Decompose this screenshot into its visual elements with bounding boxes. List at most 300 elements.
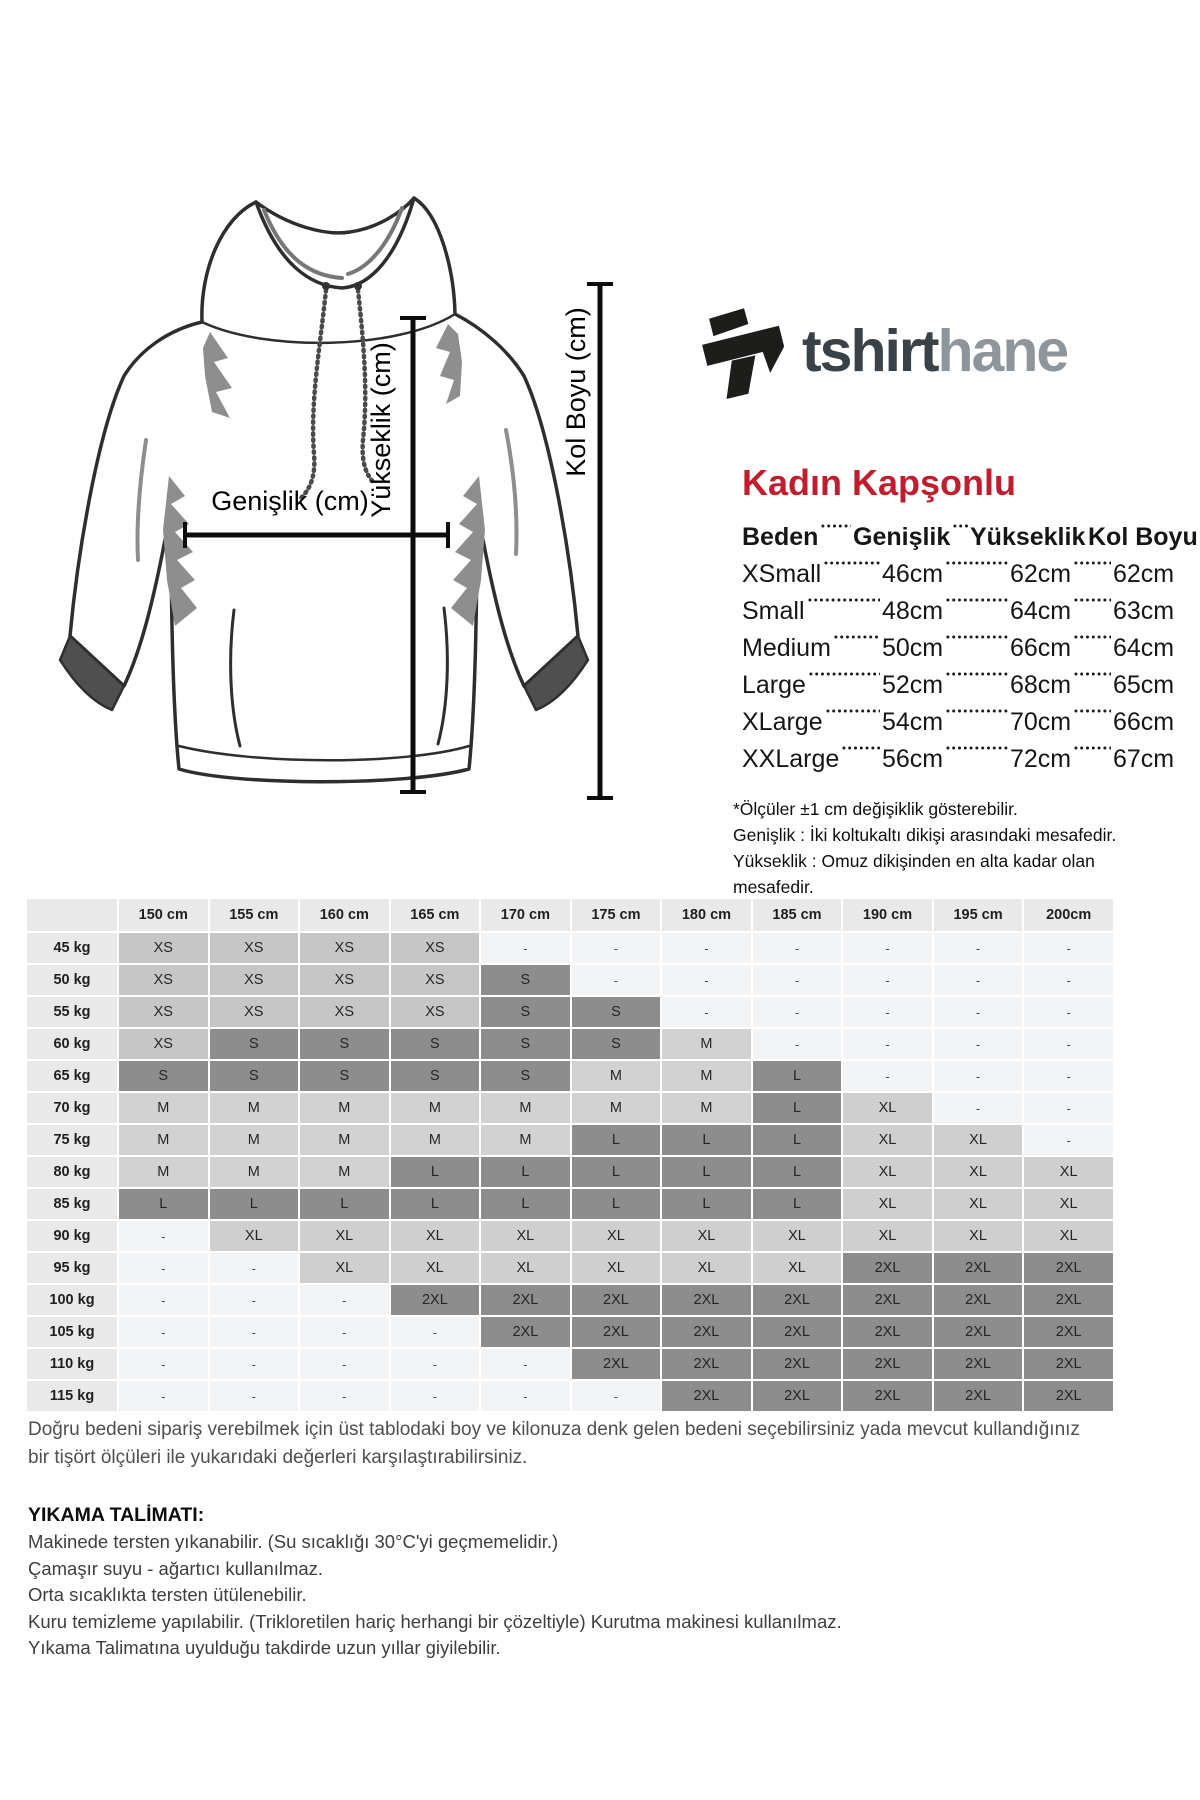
matrix-cell: M xyxy=(300,1157,389,1187)
matrix-cell: - xyxy=(300,1381,389,1411)
matrix-cell: XL xyxy=(1024,1189,1113,1219)
size-matrix-table xyxy=(25,897,1115,1413)
size-matrix-section xyxy=(25,897,1115,1413)
dot-leader xyxy=(841,745,880,751)
matrix-cell: XS xyxy=(210,933,299,963)
wash-line: Kuru temizleme yapılabilir. (Trikloretilen hariç herhangi bir çözeltiyle) Kurutma makinesi kullanılmaz. xyxy=(28,1610,842,1632)
matrix-cell: XL xyxy=(1024,1157,1113,1187)
matrix-cell: XL xyxy=(481,1253,570,1283)
size-list-value: 56cm xyxy=(882,745,944,773)
size-list-cell xyxy=(1113,745,1175,774)
matrix-cell: S xyxy=(481,1029,570,1059)
matrix-cell: - xyxy=(210,1317,299,1347)
dot-leader xyxy=(945,560,1008,566)
matrix-cell: XS xyxy=(391,997,480,1027)
matrix-cell: - xyxy=(119,1221,208,1251)
matrix-cell: M xyxy=(391,1125,480,1155)
matrix-cell: - xyxy=(119,1317,208,1347)
matrix-cell: XL xyxy=(662,1253,751,1283)
size-list-row xyxy=(742,737,1175,774)
matrix-row-header: 85 kg xyxy=(27,1189,117,1219)
width-measure-label: Genişlik (cm) xyxy=(211,486,369,516)
matrix-cell: XL xyxy=(753,1253,842,1283)
matrix-row-header: 100 kg xyxy=(27,1285,117,1315)
size-list-value: 54cm xyxy=(882,708,944,736)
matrix-cell: 2XL xyxy=(843,1253,932,1283)
matrix-cell: 2XL xyxy=(662,1349,751,1379)
matrix-cell: M xyxy=(662,1029,751,1059)
matrix-cell: - xyxy=(1024,1029,1113,1059)
matrix-cell: M xyxy=(210,1125,299,1155)
matrix-cell: - xyxy=(210,1253,299,1283)
size-list-value: Small xyxy=(742,597,805,625)
dot-leader xyxy=(825,708,880,714)
matrix-cell: L xyxy=(119,1189,208,1219)
matrix-row xyxy=(27,1253,1113,1283)
dot-leader xyxy=(945,708,1008,714)
matrix-cell: - xyxy=(753,1029,842,1059)
matrix-cell: - xyxy=(572,965,661,995)
size-list-value: 64cm xyxy=(1113,634,1175,662)
size-list-cell xyxy=(1088,523,1198,552)
matrix-cell: M xyxy=(572,1061,661,1091)
wash-instructions-title: YIKAMA TALİMATI: xyxy=(28,1504,205,1526)
size-list-header-row xyxy=(742,518,1198,552)
size-list-value: 63cm xyxy=(1113,597,1175,625)
matrix-cell: 2XL xyxy=(572,1349,661,1379)
size-list-value: 68cm xyxy=(1010,671,1072,699)
matrix-cell: - xyxy=(934,1093,1023,1123)
matrix-cell: L xyxy=(753,1189,842,1219)
size-list-cell xyxy=(882,745,1010,774)
matrix-cell: XL xyxy=(300,1253,389,1283)
matrix-cell: 2XL xyxy=(753,1381,842,1411)
matrix-cell: S xyxy=(119,1061,208,1091)
matrix-row-header: 65 kg xyxy=(27,1061,117,1091)
matrix-cell: - xyxy=(210,1349,299,1379)
matrix-cell: S xyxy=(210,1061,299,1091)
size-list-value: Beden xyxy=(742,523,819,551)
matrix-cell: M xyxy=(572,1093,661,1123)
size-chart-note: Yükseklik : Omuz dikişinden en alta kadar olan mesafedir. xyxy=(733,851,1095,897)
dot-leader xyxy=(1073,671,1111,677)
matrix-cell: - xyxy=(1024,997,1113,1027)
matrix-col-header: 165 cm xyxy=(391,899,480,931)
size-list xyxy=(742,518,1198,774)
matrix-cell: M xyxy=(210,1157,299,1187)
matrix-cell: XS xyxy=(210,997,299,1027)
matrix-col-header: 155 cm xyxy=(210,899,299,931)
brand-logo-icon xyxy=(698,303,790,399)
matrix-cell: S xyxy=(391,1061,480,1091)
size-list-cell xyxy=(1010,745,1113,774)
matrix-col-header: 175 cm xyxy=(572,899,661,931)
hoodie-diagram xyxy=(50,180,620,810)
size-list-value: Large xyxy=(742,671,806,699)
matrix-cell: 2XL xyxy=(1024,1349,1113,1379)
matrix-row-header: 70 kg xyxy=(27,1093,117,1123)
matrix-row xyxy=(27,1189,1113,1219)
size-list-value: 70cm xyxy=(1010,708,1072,736)
matrix-cell: - xyxy=(391,1317,480,1347)
matrix-cell: S xyxy=(481,965,570,995)
size-list-cell xyxy=(1113,671,1175,700)
dot-leader xyxy=(945,634,1008,640)
size-list-cell xyxy=(1010,597,1113,626)
matrix-cell: S xyxy=(300,1061,389,1091)
matrix-cell: - xyxy=(1024,1125,1113,1155)
size-list-cell xyxy=(742,597,882,626)
matrix-cell: 2XL xyxy=(934,1285,1023,1315)
wash-line: Çamaşır suyu - ağartıcı kullanılmaz. xyxy=(28,1557,324,1579)
matrix-cell: XL xyxy=(753,1221,842,1251)
matrix-cell: 2XL xyxy=(572,1317,661,1347)
matrix-cell: - xyxy=(119,1253,208,1283)
matrix-cell: - xyxy=(391,1381,480,1411)
matrix-row-header: 80 kg xyxy=(27,1157,117,1187)
size-list-value: Genişlik xyxy=(853,523,951,551)
matrix-cell: M xyxy=(119,1093,208,1123)
matrix-row xyxy=(27,1093,1113,1123)
matrix-cell: XS xyxy=(300,965,389,995)
matrix-row xyxy=(27,933,1113,963)
matrix-cell: 2XL xyxy=(662,1285,751,1315)
size-list-value: 62cm xyxy=(1113,560,1175,588)
matrix-cell: - xyxy=(1024,1093,1113,1123)
matrix-cell: XL xyxy=(1024,1221,1113,1251)
dot-leader xyxy=(945,597,1008,603)
matrix-cell: L xyxy=(391,1189,480,1219)
intro-line: bir tişört ölçüleri ile yukarıdaki değerleri karşılaştırabilirsiniz. xyxy=(28,1446,528,1468)
size-list-value: 52cm xyxy=(882,671,944,699)
matrix-cell: - xyxy=(934,933,1023,963)
brand-logo-text xyxy=(802,317,1067,385)
matrix-cell: - xyxy=(662,933,751,963)
size-chart-notes xyxy=(733,796,1169,900)
matrix-cell: - xyxy=(843,1061,932,1091)
matrix-cell: XL xyxy=(481,1221,570,1251)
matrix-cell: 2XL xyxy=(843,1317,932,1347)
matrix-cell: - xyxy=(753,997,842,1027)
size-list-cell xyxy=(1113,708,1175,737)
dot-leader xyxy=(952,523,968,529)
intro-line: Doğru bedeni sipariş verebilmek için üst tablodaki boy ve kilonuza denk gelen bedeni seçebilirsiniz yada mevcut kullandığınız xyxy=(28,1419,1080,1440)
matrix-cell: 2XL xyxy=(662,1317,751,1347)
matrix-cell: XL xyxy=(843,1093,932,1123)
size-list-cell xyxy=(1010,560,1113,589)
matrix-cell: 2XL xyxy=(843,1349,932,1379)
dot-leader xyxy=(1073,597,1111,603)
matrix-cell: L xyxy=(753,1061,842,1091)
size-list-cell xyxy=(1010,634,1113,663)
size-list-value: Kol Boyu xyxy=(1088,523,1198,551)
matrix-cell: S xyxy=(300,1029,389,1059)
matrix-col-header: 150 cm xyxy=(119,899,208,931)
intro-paragraph xyxy=(28,1416,1173,1471)
size-chart-note: *Ölçüler ±1 cm değişiklik gösterebilir. xyxy=(733,799,1018,819)
matrix-row xyxy=(27,1125,1113,1155)
matrix-cell: 2XL xyxy=(481,1317,570,1347)
matrix-cell: XS xyxy=(119,1029,208,1059)
matrix-cell: 2XL xyxy=(843,1285,932,1315)
matrix-cell: M xyxy=(391,1093,480,1123)
size-list-value: Yükseklik xyxy=(970,523,1086,551)
matrix-cell: M xyxy=(662,1061,751,1091)
matrix-row-header: 60 kg xyxy=(27,1029,117,1059)
matrix-row-header: 105 kg xyxy=(27,1317,117,1347)
matrix-cell: XL xyxy=(843,1125,932,1155)
size-list-cell xyxy=(742,745,882,774)
size-list-cell xyxy=(853,523,970,552)
matrix-cell: - xyxy=(572,1381,661,1411)
matrix-corner-cell xyxy=(27,899,117,931)
size-list-value: 50cm xyxy=(882,634,944,662)
matrix-cell: L xyxy=(481,1157,570,1187)
matrix-cell: M xyxy=(662,1093,751,1123)
matrix-cell: 2XL xyxy=(391,1285,480,1315)
size-list-row xyxy=(742,589,1175,626)
size-list-cell xyxy=(882,560,1010,589)
matrix-cell: S xyxy=(572,997,661,1027)
wash-line: Orta sıcaklıkta tersten ütülenebilir. xyxy=(28,1584,307,1605)
size-list-value: 62cm xyxy=(1010,560,1072,588)
size-list-value: 67cm xyxy=(1113,745,1175,773)
matrix-cell: - xyxy=(1024,933,1113,963)
matrix-cell: - xyxy=(934,965,1023,995)
matrix-cell: XL xyxy=(934,1125,1023,1155)
matrix-cell: - xyxy=(753,933,842,963)
matrix-row xyxy=(27,1221,1113,1251)
matrix-cell: L xyxy=(391,1157,480,1187)
dot-leader xyxy=(823,560,880,566)
size-list-value: 48cm xyxy=(882,597,944,625)
size-list-cell xyxy=(742,708,882,737)
matrix-cell: S xyxy=(481,997,570,1027)
matrix-cell: 2XL xyxy=(1024,1317,1113,1347)
matrix-cell: - xyxy=(843,1029,932,1059)
matrix-cell: L xyxy=(572,1157,661,1187)
matrix-col-header: 185 cm xyxy=(753,899,842,931)
matrix-row xyxy=(27,1157,1113,1187)
matrix-cell: XS xyxy=(391,933,480,963)
matrix-cell: L xyxy=(481,1189,570,1219)
dot-leader xyxy=(1073,708,1111,714)
dot-leader xyxy=(945,745,1008,751)
matrix-cell: S xyxy=(210,1029,299,1059)
matrix-cell: XS xyxy=(119,997,208,1027)
matrix-cell: XS xyxy=(300,933,389,963)
matrix-cell: XL xyxy=(843,1157,932,1187)
matrix-cell: - xyxy=(119,1381,208,1411)
matrix-row xyxy=(27,1349,1113,1379)
matrix-cell: - xyxy=(1024,965,1113,995)
matrix-cell: - xyxy=(662,997,751,1027)
matrix-cell: XS xyxy=(210,965,299,995)
size-list-value: 66cm xyxy=(1113,708,1175,736)
matrix-cell: XL xyxy=(934,1157,1023,1187)
matrix-cell: XL xyxy=(300,1221,389,1251)
matrix-cell: XL xyxy=(934,1221,1023,1251)
matrix-col-header: 170 cm xyxy=(481,899,570,931)
matrix-row-header: 55 kg xyxy=(27,997,117,1027)
matrix-row-header: 110 kg xyxy=(27,1349,117,1379)
matrix-cell: - xyxy=(481,1381,570,1411)
matrix-cell: L xyxy=(572,1189,661,1219)
matrix-cell: XL xyxy=(210,1221,299,1251)
matrix-cell: 2XL xyxy=(662,1381,751,1411)
matrix-cell: S xyxy=(481,1061,570,1091)
dot-leader xyxy=(1073,745,1111,751)
size-list-row xyxy=(742,626,1175,663)
wash-instructions-list xyxy=(28,1529,1173,1662)
height-measure-label: Yükseklik (cm) xyxy=(366,342,396,518)
matrix-cell: - xyxy=(119,1349,208,1379)
matrix-cell: - xyxy=(934,1029,1023,1059)
matrix-row-header: 95 kg xyxy=(27,1253,117,1283)
matrix-col-header: 160 cm xyxy=(300,899,389,931)
matrix-row xyxy=(27,1061,1113,1091)
size-list-value: Medium xyxy=(742,634,831,662)
size-list-cell xyxy=(970,523,1088,552)
matrix-cell: XL xyxy=(572,1221,661,1251)
matrix-row xyxy=(27,965,1113,995)
matrix-row xyxy=(27,1029,1113,1059)
matrix-cell: 2XL xyxy=(1024,1381,1113,1411)
matrix-cell: M xyxy=(119,1157,208,1187)
matrix-cell: L xyxy=(662,1189,751,1219)
matrix-cell: M xyxy=(481,1125,570,1155)
matrix-cell: 2XL xyxy=(753,1317,842,1347)
matrix-cell: M xyxy=(210,1093,299,1123)
matrix-cell: 2XL xyxy=(843,1381,932,1411)
matrix-cell: L xyxy=(210,1189,299,1219)
matrix-cell: M xyxy=(119,1125,208,1155)
dot-leader xyxy=(1073,634,1111,640)
dot-leader xyxy=(807,597,880,603)
matrix-cell: XL xyxy=(662,1221,751,1251)
matrix-cell: - xyxy=(119,1285,208,1315)
matrix-cell: 2XL xyxy=(1024,1285,1113,1315)
matrix-cell: - xyxy=(662,965,751,995)
matrix-cell: XS xyxy=(391,965,480,995)
wash-line: Makinede tersten yıkanabilir. (Su sıcaklığı 30°C'yi geçmemelidir.) xyxy=(28,1531,559,1552)
size-list-cell xyxy=(1113,560,1175,589)
matrix-cell: 2XL xyxy=(753,1349,842,1379)
footer-section xyxy=(28,1416,1173,1662)
matrix-row xyxy=(27,1317,1113,1347)
size-list-row xyxy=(742,552,1175,589)
matrix-cell: XL xyxy=(843,1221,932,1251)
matrix-cell: XL xyxy=(391,1221,480,1251)
size-chart-title: Kadın Kapşonlu xyxy=(742,462,1017,503)
matrix-col-header: 200cm xyxy=(1024,899,1113,931)
matrix-cell: - xyxy=(843,933,932,963)
matrix-cell: - xyxy=(300,1349,389,1379)
matrix-cell: L xyxy=(753,1125,842,1155)
matrix-cell: 2XL xyxy=(934,1317,1023,1347)
matrix-cell: 2XL xyxy=(481,1285,570,1315)
matrix-row-header: 75 kg xyxy=(27,1125,117,1155)
matrix-cell: - xyxy=(843,997,932,1027)
matrix-cell: 2XL xyxy=(934,1381,1023,1411)
matrix-cell: L xyxy=(753,1157,842,1187)
dot-leader xyxy=(808,671,880,677)
size-list-value: XSmall xyxy=(742,560,822,588)
matrix-row xyxy=(27,997,1113,1027)
matrix-cell: L xyxy=(572,1125,661,1155)
matrix-cell: XL xyxy=(843,1189,932,1219)
matrix-cell: L xyxy=(662,1157,751,1187)
size-list-value: 72cm xyxy=(1010,745,1072,773)
size-list-value: 46cm xyxy=(882,560,944,588)
size-list-cell xyxy=(1113,597,1175,626)
size-list-cell xyxy=(882,708,1010,737)
sleeve-measure-label: Kol Boyu (cm) xyxy=(561,307,591,477)
matrix-cell: S xyxy=(572,1029,661,1059)
matrix-cell: - xyxy=(210,1285,299,1315)
logo-t-glyph xyxy=(702,308,784,399)
matrix-cell: - xyxy=(572,933,661,963)
matrix-cell: - xyxy=(481,1349,570,1379)
matrix-col-header: 190 cm xyxy=(843,899,932,931)
size-chart-note: Genişlik : İki koltukaltı dikişi arasındaki mesafedir. xyxy=(733,825,1117,845)
matrix-cell: M xyxy=(481,1093,570,1123)
size-list-value: XLarge xyxy=(742,708,823,736)
matrix-cell: L xyxy=(300,1189,389,1219)
matrix-cell: - xyxy=(210,1381,299,1411)
matrix-cell: XL xyxy=(391,1253,480,1283)
matrix-cell: 2XL xyxy=(753,1285,842,1315)
size-list-cell xyxy=(1113,634,1175,663)
size-list-cell xyxy=(882,671,1010,700)
size-list-row xyxy=(742,700,1175,737)
matrix-cell: XS xyxy=(119,933,208,963)
brand-name-primary: tshirt xyxy=(802,318,938,384)
matrix-cell: L xyxy=(753,1093,842,1123)
matrix-col-header: 195 cm xyxy=(934,899,1023,931)
matrix-cell: - xyxy=(934,1061,1023,1091)
size-list-cell xyxy=(1010,671,1113,700)
size-list-row xyxy=(742,663,1175,700)
matrix-cell: 2XL xyxy=(934,1253,1023,1283)
matrix-col-header: 180 cm xyxy=(662,899,751,931)
matrix-cell: - xyxy=(843,965,932,995)
dot-leader xyxy=(1073,560,1111,566)
matrix-cell: 2XL xyxy=(934,1349,1023,1379)
size-list-cell xyxy=(882,597,1010,626)
matrix-cell: 2XL xyxy=(1024,1253,1113,1283)
matrix-row xyxy=(27,1381,1113,1411)
matrix-cell: - xyxy=(300,1285,389,1315)
matrix-cell: XS xyxy=(300,997,389,1027)
matrix-cell: XL xyxy=(572,1253,661,1283)
matrix-row-header: 90 kg xyxy=(27,1221,117,1251)
matrix-cell: M xyxy=(300,1125,389,1155)
size-list-cell xyxy=(742,671,882,700)
matrix-cell: - xyxy=(391,1349,480,1379)
matrix-cell: 2XL xyxy=(572,1285,661,1315)
wash-line: Yıkama Talimatına uyulduğu takdirde uzun yıllar giyilebilir. xyxy=(28,1637,501,1658)
size-chart-section xyxy=(733,462,1198,900)
size-list-cell xyxy=(742,560,882,589)
matrix-cell: - xyxy=(300,1317,389,1347)
size-list-value: 65cm xyxy=(1113,671,1175,699)
size-list-cell xyxy=(882,634,1010,663)
matrix-row-header: 45 kg xyxy=(27,933,117,963)
matrix-row-header: 50 kg xyxy=(27,965,117,995)
matrix-cell: XS xyxy=(119,965,208,995)
dot-leader xyxy=(945,671,1008,677)
